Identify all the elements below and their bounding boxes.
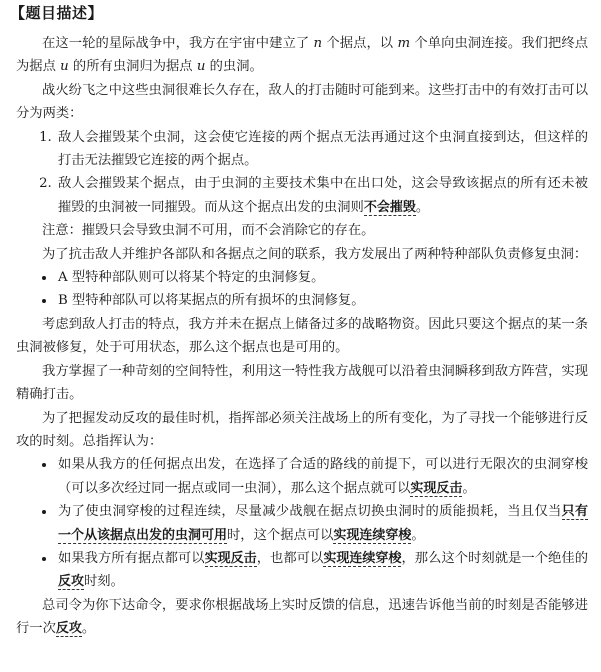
paragraph-timing: 为了把握发动反攻的最佳时机，指挥部必须关注战场上的所有变化，为了寻找一个能够进行反攻的时刻。总指挥认为： — [16, 410, 588, 449]
paragraph-teleport: 我方掌握了一种苛刻的空间特性，利用这一特性我方战舰可以沿着虫洞瞬移到敌方阵营，实现精确打击。 — [16, 363, 588, 403]
emphasis: 实现反击 — [204, 550, 257, 566]
emphasis: 只有一个从该据点出发的虫洞可用 — [58, 504, 588, 543]
text: 个据点，以 — [322, 36, 398, 51]
text: 为了使虫洞穿梭的过程连续，尽量减少战舰在据点切换虫洞时的质能损耗，当且仅当 — [58, 504, 562, 520]
text: 的虫洞。 — [205, 59, 263, 75]
paragraph-note: 注意：摧毁只会导致虫洞不可用，而不会消除它的存在。 — [42, 223, 375, 239]
problem-description — [16, 32, 588, 641]
paragraph-intro — [16, 32, 588, 79]
emphasis: 反攻 — [55, 621, 82, 637]
list-item: • B 型特种部队可以将某据点的所有损坏的虫洞修复。 — [56, 289, 588, 312]
variable-u: u — [60, 59, 69, 75]
text: 。 — [81, 621, 96, 637]
text: 的所有虫洞归为据点 — [68, 59, 197, 75]
text: 个单向虫洞连接。我们把终点为据点 — [16, 36, 588, 75]
list-item — [56, 453, 588, 500]
text: 。 — [411, 527, 425, 543]
variable-m: m — [397, 36, 411, 51]
text: 如果从我方的任何据点出发，在选择了合适的路线的前提下，可以进行无限次的虫洞穿梭（可以多次经过同一据点或同一虫洞），那么这个据点就可以 — [58, 457, 588, 496]
variable-u: u — [196, 59, 206, 75]
list-item — [56, 547, 588, 594]
emphasis: 实现连续穿梭 — [333, 527, 412, 543]
repair-units-list — [16, 266, 588, 313]
text: ，那么这个时刻就是一个绝佳的 — [401, 550, 588, 566]
emphasis: 反攻 — [58, 574, 85, 590]
text: 在这一轮的星际战争中，我方在宇宙中建立了 — [42, 36, 314, 51]
conditions-list — [16, 453, 588, 593]
text: 。 — [415, 199, 430, 215]
list-item: 1. 敌人会摧毁某个虫洞，这会使它连接的两个据点无法再通过这个虫洞直接到达，但这样的打击无法摧毁它连接的两个据点。 — [56, 126, 588, 173]
emphasis: 实现反击 — [410, 480, 463, 496]
text: 敌人会摧毁某个据点，由于虫洞的主要技术集中在出口处，这会导致该据点的所有还未被摧毁的虫洞被一同摧毁。而从这个据点出发的虫洞则 — [58, 176, 588, 215]
text: 总司令为你下达命令，要求你根据战场上实时反馈的信息，迅速告诉他当前的时刻是否能够进行一次 — [16, 597, 588, 637]
attack-types-list — [16, 126, 588, 220]
text: 如果我方所有据点都可以 — [58, 550, 205, 566]
list-item: • A 型特种部队则可以将某个特定的虫洞修复。 — [56, 266, 588, 289]
paragraph-repair: 为了抗击敌人并维护各部队和各据点之间的联系，我方发展出了两种特种部队负责修复虫洞： — [42, 246, 588, 262]
text: 时刻。 — [84, 574, 124, 590]
text: 时，这个据点可以 — [227, 527, 334, 543]
paragraph-attacks: 战火纷飞之中这些虫洞很难长久存在，敌人的打击随时可能到来。这些打击中的有效打击可以分为两类： — [16, 82, 588, 122]
emphasis: 不会摧毁 — [363, 199, 416, 215]
text: 。 — [462, 480, 476, 496]
variable-n: n — [313, 36, 323, 51]
emphasis: 实现连续穿梭 — [323, 550, 402, 566]
section-heading: 【题目描述】 — [10, 4, 104, 22]
list-item — [56, 172, 588, 219]
paragraph-availability: 考虑到敌人打击的特点，我方并未在据点上储备过多的战略物资。因此只要这个据点的某一条虫洞被修复，处于可用状态，那么这个据点也是可用的。 — [16, 316, 588, 356]
text: ，也都可以 — [256, 550, 324, 566]
list-item — [56, 500, 588, 547]
paragraph-command — [16, 594, 588, 641]
